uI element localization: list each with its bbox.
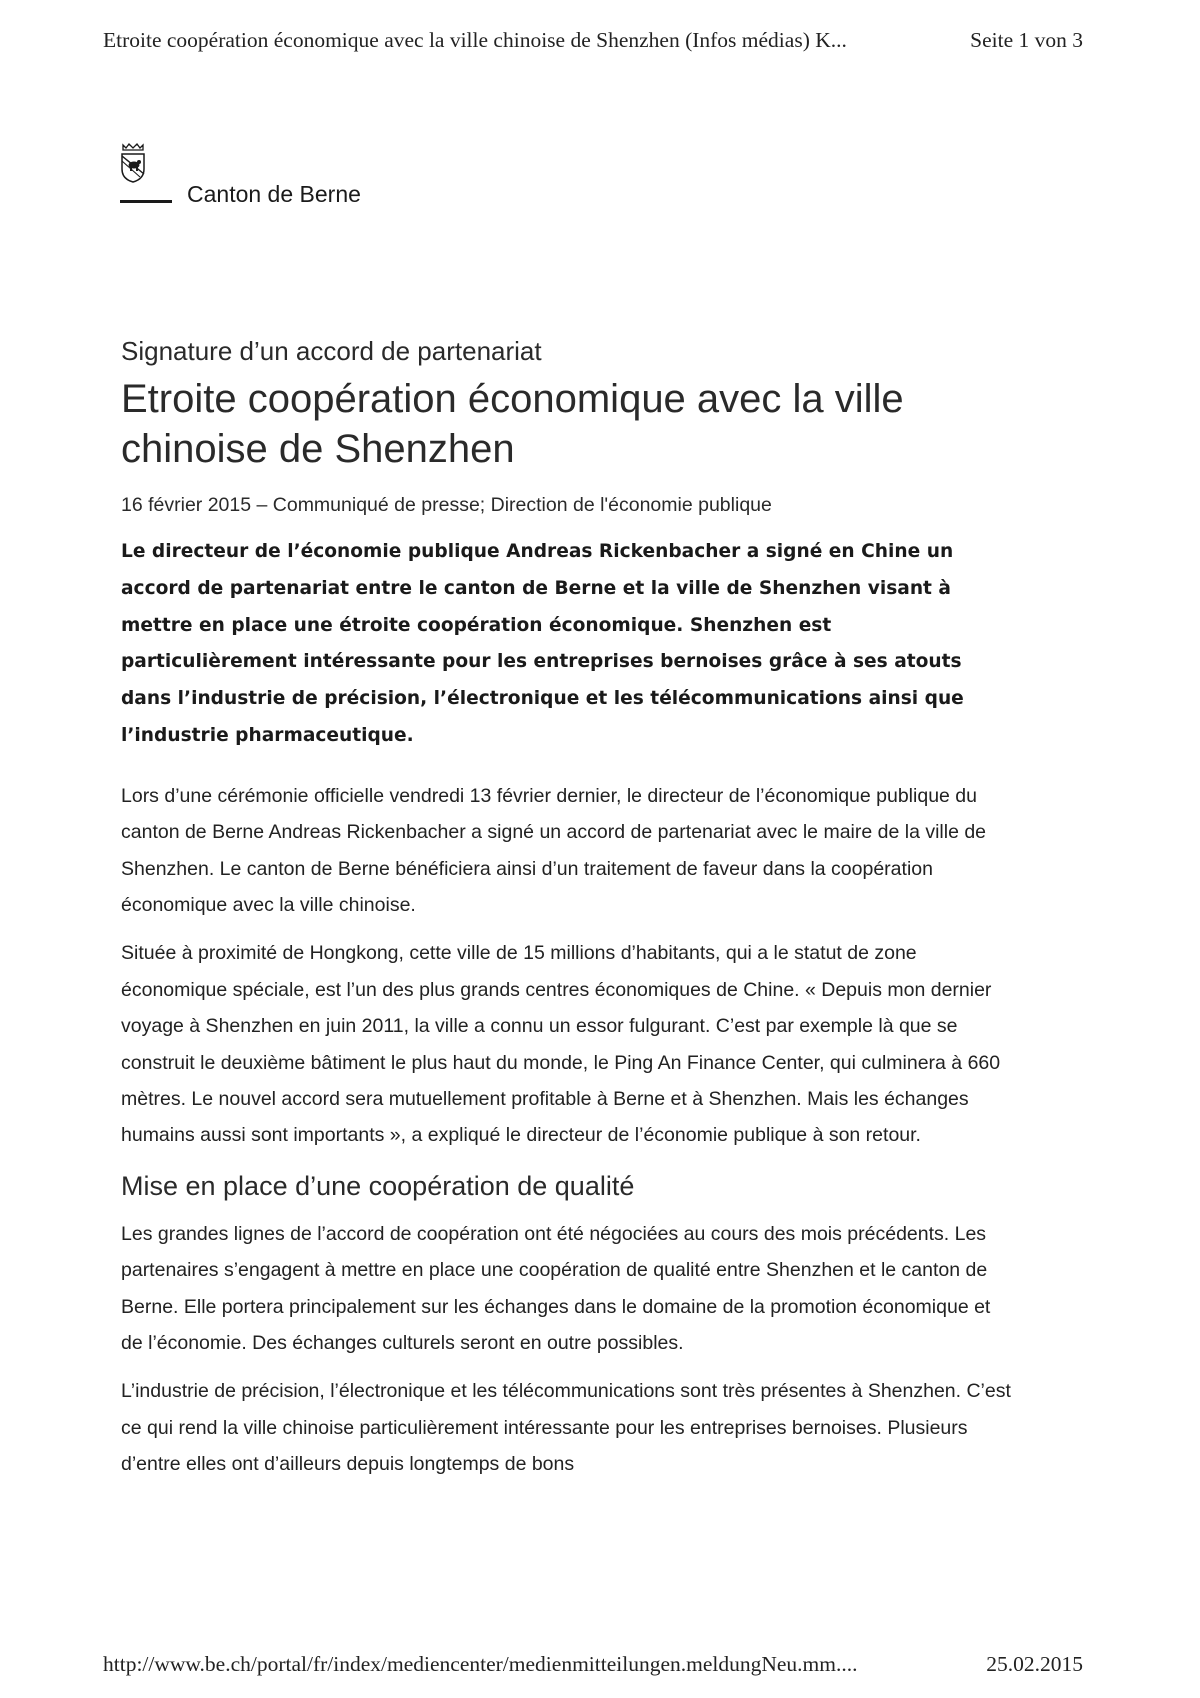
article-kicker: Signature d’un accord de partenariat	[121, 336, 542, 366]
article-lead: Le directeur de l’économie publique Andreas Rickenbacher a signé en Chine un accord de partenariat entre le canton de Berne et la ville de Shenzhen visant à mettre en place une étroite coopération économique. Shenzhen est particulièrement intéressante pour les entreprises bernoises grâce à ses atouts dans l’industrie de précision, l’électronique et les télécommunications ainsi que l’industrie pharmaceutique.	[121, 541, 964, 746]
print-header-title: Etroite coopération économique avec la ville chinoise de Shenzhen (Infos médias) K...	[103, 28, 847, 52]
logo-rule	[120, 200, 172, 203]
article-paragraph: Les grandes lignes de l’accord de coopération ont été négociées au cours des mois précédents. Les partenaires s’engagent à mettre en place une coopération de qualité entre Shenzhen et le canton de Berne. Elle portera principalement sur les échanges dans le domaine de la promotion économique et de l’économie. Des échanges culturels seront en outre possibles.	[121, 1222, 991, 1355]
logo-block	[120, 143, 520, 213]
print-footer-url: http://www.be.ch/portal/fr/index/mediencenter/medienmitteilungen.meldungNeu.mm....	[103, 1652, 858, 1676]
org-name: Canton de Berne	[187, 181, 361, 207]
article-paragraph: Lors d’une cérémonie officielle vendredi 13 février dernier, le directeur de l’économique publique du canton de Berne Andreas Rickenbacher a signé un accord de partenariat avec le maire de la ville de Shenzhen. Le canton de Berne bénéficiera ainsi d’un traitement de faveur dans la coopération économique avec la ville chinoise.	[121, 784, 987, 916]
bern-coat-of-arms-icon	[120, 143, 146, 183]
print-header	[103, 28, 1083, 53]
print-header-page: Seite 1 von 3	[970, 28, 1083, 52]
print-footer-date: 25.02.2015	[986, 1652, 1083, 1676]
article-paragraph: Située à proximité de Hongkong, cette ville de 15 millions d’habitants, qui a le statut de zone économique spéciale, est l’un des plus grands centres économiques de Chine. « Depuis mon dernier voyage à Shenzhen en juin 2011, la ville a connu un essor fulgurant. C’est par exemple là que se construit le deuxième bâtiment le plus haut du monde, le Ping An Finance Center, qui culminera à 660 mètres. Le nouvel accord sera mutuellement profitable à Berne et à Shenzhen. Mais les échanges humains aussi sont importants », a expliqué le directeur de l’économie publique à son retour.	[121, 942, 1001, 1147]
article-title: Etroite coopération économique avec la ville chinoise de Shenzhen	[121, 377, 904, 471]
print-footer	[103, 1652, 1083, 1677]
article-subheading: Mise en place d’une coopération de qualité	[121, 1170, 635, 1201]
article	[121, 334, 1011, 1495]
article-paragraph: L’industrie de précision, l’électronique et les télécommunications sont très présentes à Shenzhen. C’est ce qui rend la ville chinoise particulièrement intéressante pour les entreprises bernoises. Plusieurs d’entre elles ont d’ailleurs depuis longtemps de bons	[121, 1380, 1011, 1476]
article-dateline: 16 février 2015 – Communiqué de presse; Direction de l'économie publique	[121, 494, 772, 516]
